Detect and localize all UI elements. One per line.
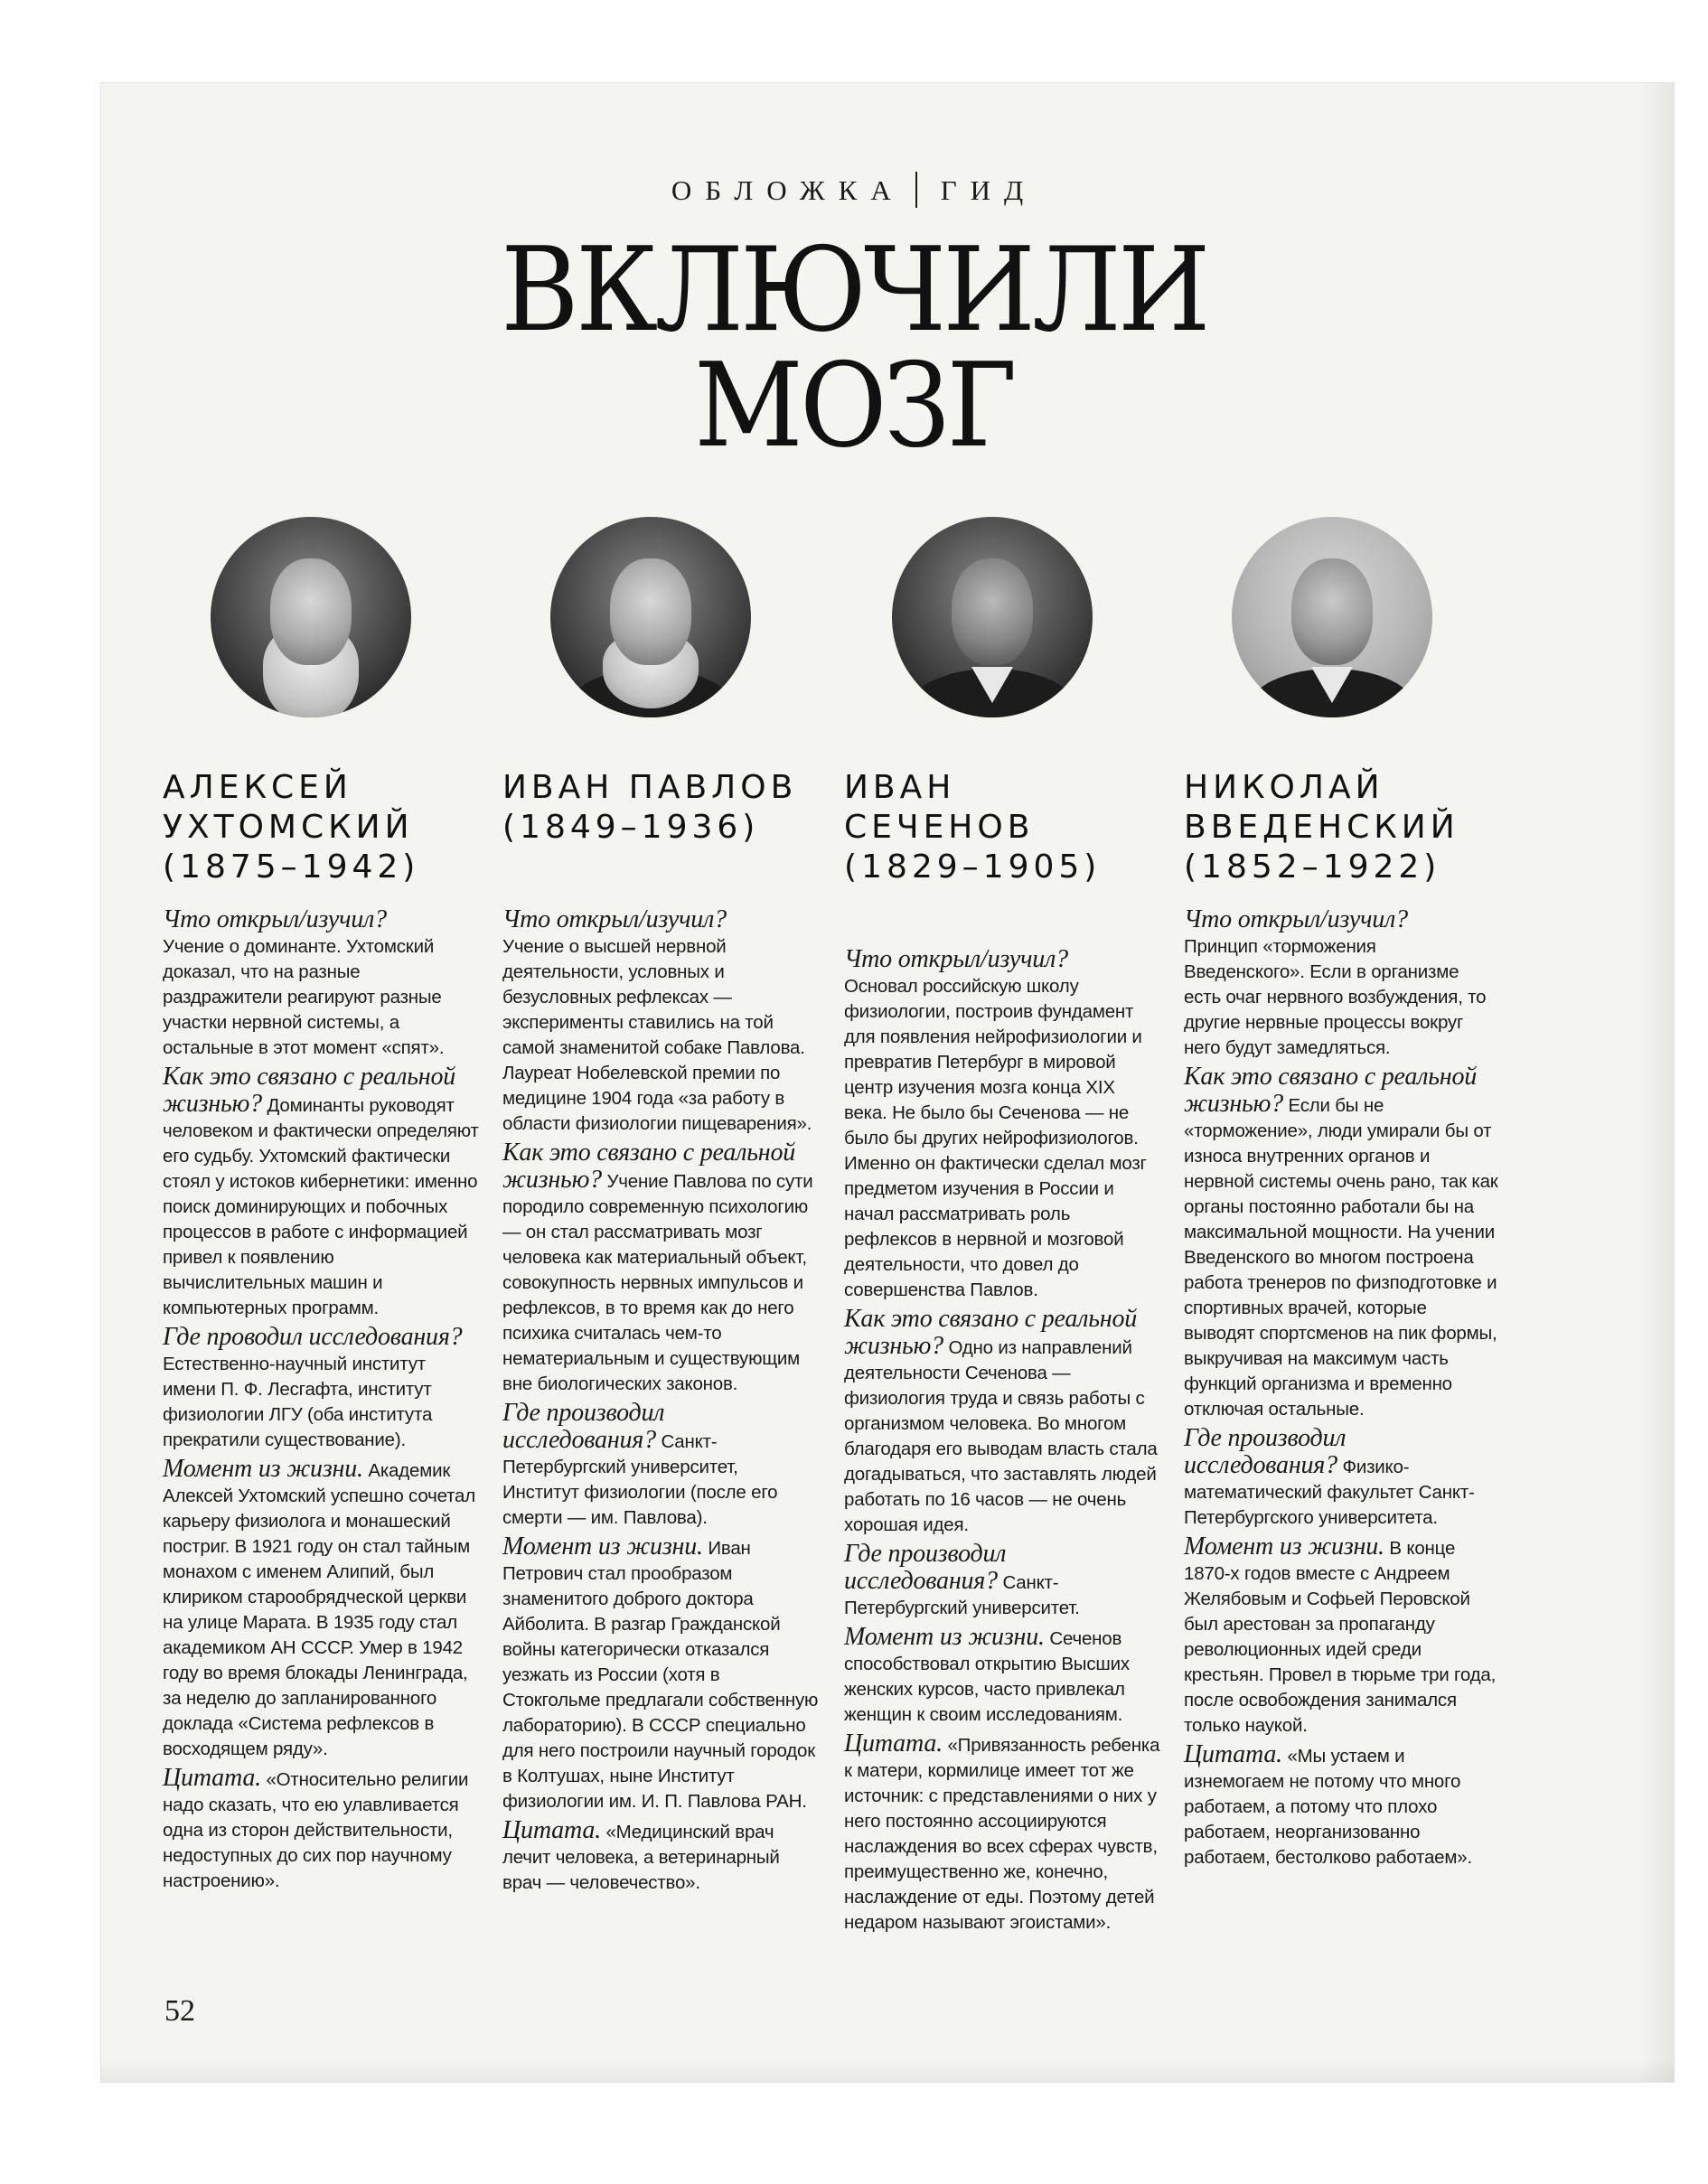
scientist-bio — [502, 907, 819, 1896]
title-line-1: ВКЛЮЧИЛИ — [501, 223, 1207, 358]
scientist-name-text: НИКОЛАЙ ВВЕДЕНСКИЙ — [1184, 769, 1459, 846]
answer: «Относительно религии надо сказать, что ею улавливается одна из сторон действительности, недоступных до сих пор научному настроению». — [163, 1769, 469, 1891]
scientist-name — [502, 768, 819, 848]
question: Момент из жизни. — [844, 1623, 1045, 1651]
scientist-bio — [163, 907, 479, 1894]
scientist-name-text: АЛЕКСЕЙ УХТОМСКИЙ — [163, 769, 414, 846]
bio-paragraph — [502, 907, 819, 1137]
answer: Если бы не «торможение», люди умирали бы от износа внутренних органов и нервной системы очень рано, так как органы постоянно работали бы на максимальной мощности. На учении Введенского во многом построена работа тренеров по физподготовке и спортивных врачей, которые выводят спортсменов на пик формы, выкручивая на максимум часть функций организма и временно отключая остальные. — [1184, 1095, 1498, 1420]
page-number: 52 — [164, 1994, 195, 2028]
scientist-years: (1849–1936) — [502, 809, 760, 846]
bio-paragraph — [1184, 1742, 1500, 1870]
scientist-name — [1184, 768, 1500, 887]
scientist-years: (1829–1905) — [844, 848, 1102, 886]
bio-paragraph — [163, 1766, 479, 1894]
answer: Учение о высшей нервной деятельности, условных и безусловных рефлексах — эксперименты ставились на той самой знаменитой собаке Павлова. Лауреат Нобелевской премии по медицине 1904 года «за работу в области физиологии пищеварения». — [502, 936, 812, 1134]
portrait-pavlov — [550, 517, 751, 717]
bio-paragraph — [1184, 1426, 1500, 1531]
scientist-name — [844, 768, 1160, 887]
question: Что открыл/изучил? — [502, 905, 727, 933]
answer: Естественно-научный институт имени П. Ф. Лесгафта, институт физиологии ЛГУ (оба института прекратили существование). — [163, 1354, 433, 1450]
scientist-column-vvedensky — [1184, 517, 1500, 1874]
answer: Академик Алексей Ухтомский успешно сочетал карьеру физиолога и монашеский постриг. В 1921 году он стал тайным монахом с именем Алипий, был клириком старообрядческой церкви на улице Марата. В 1935 году стал академиком АН СССР. Умер в 1942 году во время блокады Ленинграда, за неделю до запланированного доклада «Система рефлексов в восходящем ряду». — [163, 1460, 476, 1759]
subsection-name: ГИД — [940, 174, 1037, 206]
question: Как это связано с реальной жизнью? — [163, 1063, 456, 1118]
question: Цитата. — [502, 1816, 601, 1844]
scientist-name-text: ИВАН СЕЧЕНОВ — [844, 769, 1035, 846]
answer: Иван Петрович стал прообразом знаменитого доброго доктора Айболита. В разгар Гражданской войны категорически отказался уезжать из России (хотя в Стокгольме предлагали собственную лабораторию). В СССР специально для него построили научный городок в Колтушах, ныне Институт физиологии им. И. П. Павлова РАН. — [502, 1538, 819, 1812]
bio-paragraph — [844, 1625, 1160, 1728]
answer: В конце 1870-х годов вместе с Андреем Желябовым и Софьей Перовской был арестован за пропаганду революционных идей среди крестьян. Провел в тюрьме три года, после освобождения занимался только наукой. — [1184, 1538, 1497, 1736]
question: Что открыл/изучил? — [1184, 905, 1408, 933]
bio-paragraph — [502, 1140, 819, 1397]
bio-paragraph — [502, 1818, 819, 1896]
question: Цитата. — [844, 1729, 943, 1758]
scientist-column-ukhtomsky — [163, 517, 479, 1898]
bio-paragraph — [163, 1064, 479, 1321]
question: Где проводил исследования? — [163, 1323, 463, 1351]
portrait-vvedensky — [1232, 517, 1432, 717]
page-title — [69, 223, 1640, 473]
question: Момент из жизни. — [1184, 1533, 1384, 1561]
bio-paragraph — [1184, 1064, 1500, 1422]
answer: Физико-математический факультет Санкт-Петербургского университета. — [1184, 1457, 1475, 1528]
question: Как это связано с реальной жизнью? — [502, 1139, 796, 1194]
bio-paragraph — [844, 1307, 1160, 1538]
scientist-column-sechenov — [844, 517, 1160, 1939]
scientist-years: (1875–1942) — [163, 848, 420, 886]
answer: Основал российскую школу физиологии, построив фундамент для появления нейрофизиологии и превратив Петербург в мировой центр изучения мозга конца XIX века. Не было бы Сеченова — не было бы других нейрофизиологов. Именно он фактически сделал мозг предметом изучения в России и начал рассматривать роль рефлексов в нервной и мозговой деятельности, что довел до совершенства Павлов. — [844, 976, 1147, 1300]
answer: Доминанты руководят человеком и фактически определяют его судьбу. Ухтомский фактически стоял у истоков кибернетики: именно поиск доминирующих и побочных процессов в работе с информацией привел к появлению вычислительных машин и компьютерных программ. — [163, 1095, 479, 1318]
bio-paragraph — [1184, 1534, 1500, 1739]
bio-paragraph — [1184, 907, 1500, 1061]
question: Где производил исследования? — [1184, 1424, 1347, 1479]
bio-paragraph — [502, 1401, 819, 1531]
scientist-name-text: ИВАН ПАВЛОВ — [502, 769, 798, 806]
question: Где производил исследования? — [502, 1399, 665, 1454]
scientist-column-pavlov — [502, 517, 819, 1899]
question: Как это связано с реальной жизнью? — [844, 1305, 1138, 1360]
bio-paragraph — [163, 907, 479, 1061]
scientist-bio — [844, 947, 1160, 1936]
question: Цитата. — [163, 1764, 261, 1792]
answer: Учение о доминанте. Ухтомский доказал, что на разные раздражители реагируют разные участки нервной системы, а остальные в этот момент «спят». — [163, 936, 445, 1058]
bio-paragraph — [844, 947, 1160, 1303]
bio-paragraph — [502, 1534, 819, 1814]
scientist-bio — [1184, 907, 1500, 1870]
section-name: ОБЛОЖКА — [671, 174, 905, 206]
question: Момент из жизни. — [163, 1455, 363, 1483]
bio-paragraph — [163, 1457, 479, 1762]
question: Где производил исследования? — [844, 1540, 1007, 1595]
scientist-years: (1852–1922) — [1184, 848, 1441, 886]
answer: Санкт-Петербургский университет, Институт физиологии (после его смерти — им. Павлова). — [502, 1431, 778, 1528]
portrait-ukhtomsky — [211, 517, 411, 717]
answer: Сеченов способствовал открытию Высших женских курсов, часто привлекал женщин к своим исследованиям. — [844, 1628, 1130, 1725]
question: Момент из жизни. — [502, 1533, 703, 1561]
section-divider — [915, 172, 917, 208]
answer: «Мы устаем и изнемогаем не потому что много работаем, а потому что плохо работаем, неорганизованно работаем, бестолково работаем». — [1184, 1746, 1472, 1868]
bio-paragraph — [844, 1542, 1160, 1621]
section-label — [0, 172, 1708, 208]
question: Цитата. — [1184, 1740, 1282, 1768]
answer: Одно из направлений деятельности Сеченова — физиология труда и связь работы с организмом человека. Во многом благодаря его выводам власть стала догадываться, что заставлять людей работать по 16 часов — не очень хорошая идея. — [844, 1337, 1158, 1535]
answer: Учение Павлова по сути породило современную психологию — он стал рассматривать мозг человека как материальный объект, совокупность нервных импульсов и рефлексов, в то время как до него психика считалась чем-то нематериальным и существующим вне биологических законов. — [502, 1171, 813, 1394]
question: Что открыл/изучил? — [844, 945, 1068, 973]
portrait-sechenov — [892, 517, 1093, 717]
answer: «Привязанность ребенка к матери, кормилице имеет тот же источник: с представлениями о них у него постоянно ассоциируются наслаждения во всех сферах чувств, преимущественно же, конечно, наслаждение от еды. Поэтому детей недаром называют эгоистами». — [844, 1735, 1160, 1933]
answer: Принцип «торможения Введенского». Если в организме есть очаг нервного возбуждения, то другие нервные процессы вокруг него будут замедляться. — [1184, 936, 1487, 1058]
question: Как это связано с реальной жизнью? — [1184, 1063, 1478, 1118]
bio-paragraph — [844, 1731, 1160, 1936]
question: Что открыл/изучил? — [163, 905, 387, 933]
title-line-2: МОЗГ — [694, 339, 1014, 473]
scientist-name — [163, 768, 479, 887]
answer: «Медицинский врач лечит человека, а ветеринарный врач — человечество». — [502, 1822, 780, 1893]
answer: Санкт-Петербургский университет. — [844, 1572, 1080, 1618]
bio-paragraph — [163, 1325, 479, 1453]
